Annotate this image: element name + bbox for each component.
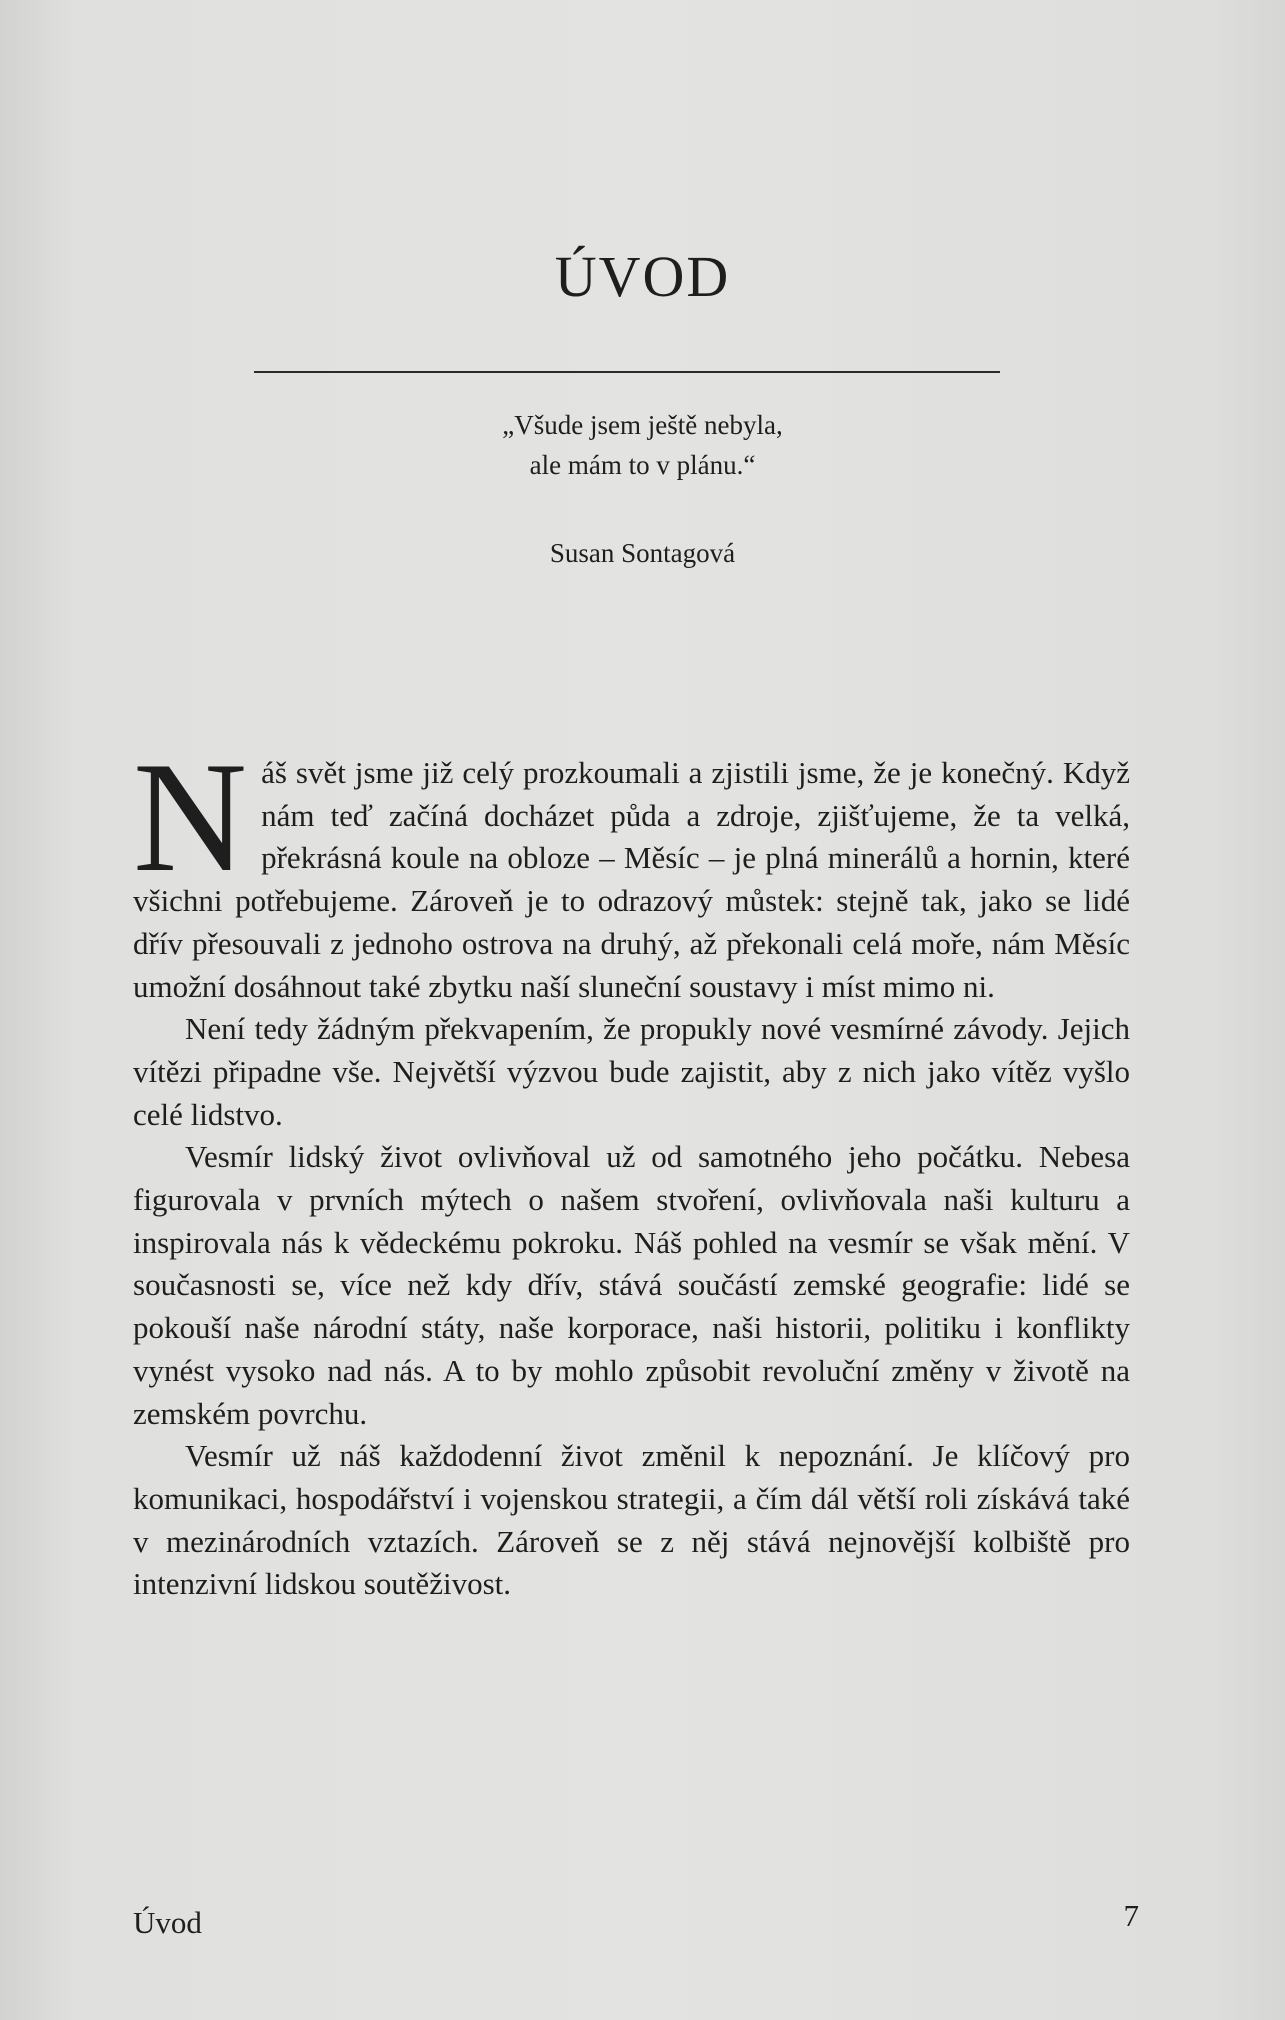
epigraph-line-1: „Všude jsem ještě nebyla, (502, 410, 783, 440)
running-footer-section: Úvod (133, 1905, 202, 1940)
drop-cap: N (133, 730, 248, 905)
paragraph (133, 730, 1130, 1008)
epigraph-line-2: ale mám to v plánu.“ (529, 450, 756, 480)
paragraph: Není tedy žádným překvapením, že propukly nové vesmírné závody. Jejich vítězi připadne vše. Největší výzvou bude zajistit, aby z nich jako vítěz vyšlo celé lidstvo. (133, 1011, 1130, 1132)
page-number: 7 (1123, 1898, 1139, 1933)
paragraph-text: áš svět jsme již celý prozkoumali a zjistili jsme, že je konečný. Když nám teď začíná docházet půda a zdroje, zjišťujeme, že ta velká, překrásná koule na obloze – Měsíc – je plná minerálů a hornin, které všichni potřebujeme. Zároveň je to odrazový můstek: stejně tak, jako se lidé dřív přesouvali z jednoho ostrova na druhý, až překonali celá moře, nám Měsíc umožní dosáhnout také zbytku naší sluneční soustavy i míst mimo ni. (133, 755, 1130, 1004)
paragraph: Vesmír už náš každodenní život změnil k nepoznání. Je klíčový pro komunikaci, hospodářství i vojenskou strategii, a čím dál větší roli získává také v mezinárodních vztazích. Zároveň se z něj stává nejnovější kolbiště pro intenzivní lidskou soutěživost. (133, 1438, 1130, 1602)
title-divider (254, 371, 1000, 373)
chapter-title: ÚVOD (554, 244, 731, 309)
body-text (133, 730, 1130, 1606)
epigraph-author: Susan Sontagová (549, 538, 736, 568)
paragraph: Vesmír lidský život ovlivňoval už od samotného jeho počátku. Nebesa figurovala v prvních mýtech o našem stvoření, ovlivňovala naši kulturu a inspirovala nás k vědeckému pokroku. Náš pohled na vesmír se však mění. V současnosti se, více než kdy dřív, stává součástí zemské geografie: lidé se pokouší naše národní státy, naše korporace, naši historii, politiku i konflikty vynést vysoko nad nás. A to by mohlo způsobit revoluční změny v životě na zemském povrchu. (133, 1139, 1130, 1431)
epigraph-quote (0, 405, 1285, 485)
